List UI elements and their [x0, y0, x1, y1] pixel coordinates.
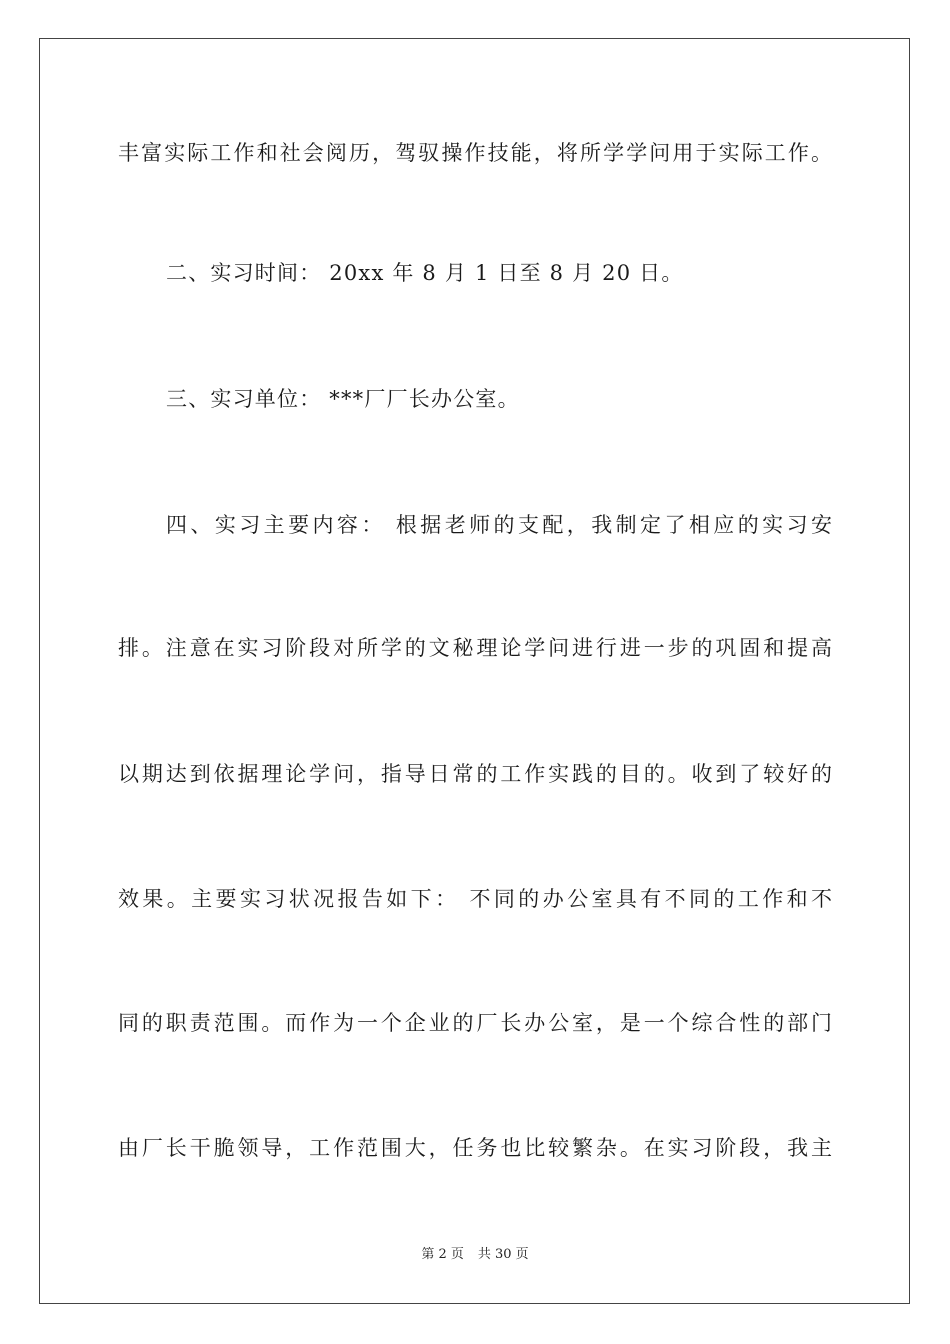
text-line-1: 丰富实际工作和社会阅历，驾驭操作技能，将所学学问用于实际工作。 — [118, 141, 832, 165]
text-line-4: 四、实习主要内容： 根据老师的支配，我制定了相应的实习安 — [166, 513, 832, 537]
text-line-6: 以期达到依据理论学问，指导日常的工作实践的目的。收到了较好的 — [118, 762, 832, 786]
text-line-3: 三、实习单位： ***厂厂长办公室。 — [166, 387, 520, 411]
page-footer — [0, 1247, 950, 1263]
text-line-9: 由厂长干脆领导，工作范围大，任务也比较繁杂。在实习阶段，我主 — [118, 1136, 832, 1160]
text-line-7: 效果。主要实习状况报告如下： 不同的办公室具有不同的工作和不 — [118, 887, 832, 911]
page-total: 共 30 页 — [477, 1247, 529, 1262]
page-border — [39, 38, 910, 1304]
text-line-8: 同的职责范围。而作为一个企业的厂长办公室，是一个综合性的部门 — [118, 1011, 832, 1035]
page-number: 第 2 页 — [421, 1247, 464, 1262]
text-line-5: 排。注意在实习阶段对所学的文秘理论学问进行进一步的巩固和提高 — [118, 636, 832, 660]
text-line-2: 二、实习时间： 20xx 年 8 月 1 日至 8 月 20 日。 — [166, 261, 684, 285]
